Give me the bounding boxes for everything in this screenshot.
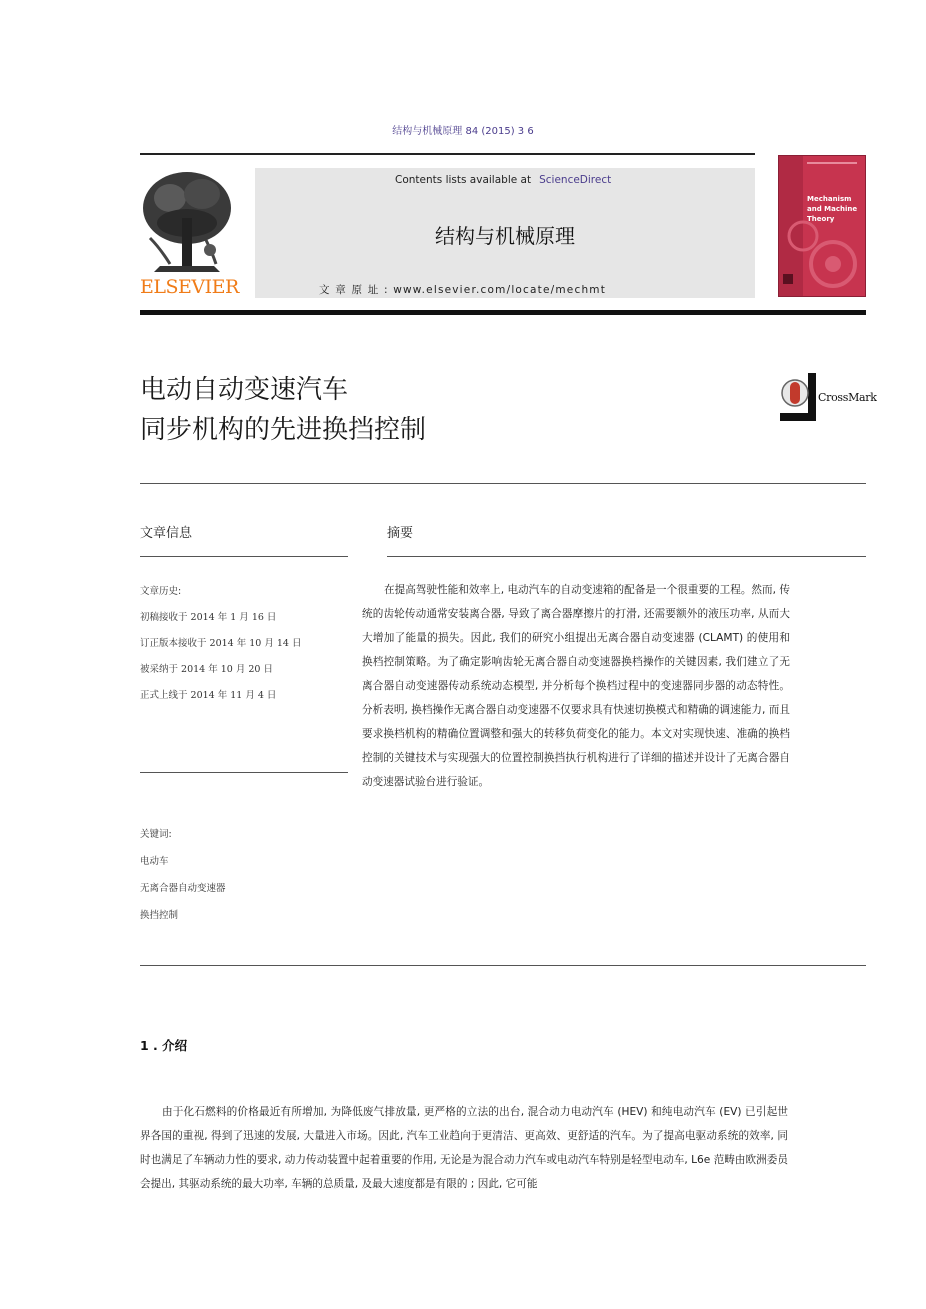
introduction-paragraph: 由于化石燃料的价格最近有所增加, 为降低废气排放量, 更严格的立法的出台, 混合动力电动汽车 (HEV) 和纯电动汽车 (EV) 已引起世界各国的重视, 得到了迅速的发展, 大量进入市场。因此, 汽车工业趋向于更清洁、更高效、更舒适的汽车。为了提高电驱动系统的效率, 同时也满足了车辆动力性的要求, 动力传动装置中起着重要的作用, 无论是为混合动力汽车或电动汽车特别是轻型电动车, L6e 范畴由欧洲委员会提出, 其驱动系统的最大功率, 车辆的总质量, 及最大速度都是有限的 ; 因此, 它可能 (140, 1106, 788, 1190)
info-mid-rule (140, 772, 348, 773)
journal-citation: 结构与机械原理 84 (2015) 3 6 (392, 126, 534, 137)
history-label: 文章历史: (140, 586, 182, 597)
crossmark-badge[interactable] (780, 373, 877, 421)
abstract-end-rule (140, 965, 866, 966)
elsevier-logo (140, 168, 239, 298)
keywords-label: 关键词: (140, 829, 172, 840)
abstract-text: 在提高驾驶性能和效率上, 电动汽车的自动变速箱的配备是一个很重要的工程。然而, 传统的齿轮传动通常安装离合器, 导致了离合器摩擦片的打滑, 还需要额外的液压功率, 从而大大增加了能量的损失。因此, 我们的研究小组提出无离合器自动变速器 (CLAMT) 的使用和换档控制策略。为了确定影响齿轮无离合器自动变速器换档操作的关键因素, 我们建立了无离合器自动变速器传动系统动态模型, 并分析每个换档过程中的变速器同步器的动态特性。分析表明, 换档操作无离合器自动变速器不仅要求具有快速切换模式和精确的调速能力, 而且要求换档机构的精确位置调整和强大的转移负荷变化的能力。本文对实现快速、准确的换档控制的关键技术与实现强大的位置控制换挡执行机构进行了详细的描述并设计了无离合器自动变速器试验台进行验证。 (362, 584, 790, 788)
gear-pattern-icon (779, 156, 865, 296)
header-top-rule (140, 153, 755, 155)
header-thick-rule (140, 310, 866, 315)
keyword-item: 换挡控制 (140, 910, 179, 921)
title-rule (140, 483, 866, 484)
history-revised: 订正版本接收于 2014 年 10 月 14 日 (140, 638, 302, 649)
sciencedirect-link[interactable]: ScienceDirect (539, 174, 612, 186)
article-info-heading: 文章信息 (140, 526, 193, 541)
abstract-heading: 摘要 (387, 526, 414, 541)
crossmark-label: CrossMark (818, 391, 877, 404)
title-line-2: 同步机构的先进换挡控制 (140, 415, 427, 445)
journal-banner (255, 168, 755, 298)
cover-title: Mechanism and Machine Theory (807, 195, 858, 223)
info-heading-rule (140, 556, 348, 557)
history-accepted: 被采纳于 2014 年 10 月 20 日 (140, 664, 273, 675)
journal-title: 结构与机械原理 (435, 224, 575, 248)
history-online: 正式上线于 2014 年 11 月 4 日 (140, 690, 277, 701)
contents-prefix: Contents lists available at (395, 174, 532, 186)
article-title (140, 370, 426, 450)
crossmark-icon (780, 373, 818, 421)
keyword-item: 电动车 (140, 856, 169, 867)
title-line-1: 电动自动变速汽车 (140, 375, 349, 405)
keyword-item: 无离合器自动变速器 (140, 883, 226, 894)
section-heading-introduction: 1 . 介绍 (140, 1038, 188, 1053)
contents-line (395, 174, 611, 186)
journal-cover (778, 155, 866, 297)
history-received: 初稿接收于 2014 年 1 月 16 日 (140, 612, 277, 623)
journal-homepage[interactable]: 文 章 原 址 : www.elsevier.com/locate/mechmt (319, 284, 607, 296)
publisher-name: ELSEVIER (140, 276, 239, 298)
tree-illustration-icon (140, 168, 234, 276)
abstract-heading-rule (387, 556, 866, 557)
